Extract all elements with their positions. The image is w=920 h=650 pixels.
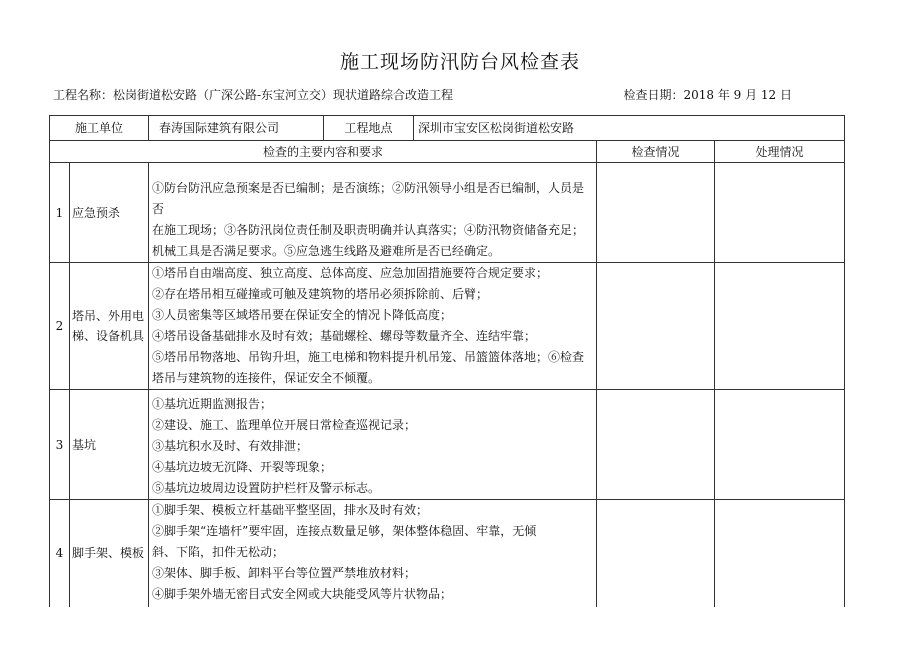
row-name: 基坑 — [70, 390, 149, 500]
content-line: ③架体、脚手板、卸料平台等位置严禁堆放材料； — [152, 566, 417, 580]
content-line: ②存在塔吊相互碰撞或可触及建筑物的塔吊必须拆除前、后臂； — [152, 287, 489, 301]
location-value: 深圳市宝安区松岗街道松安路 — [414, 116, 845, 141]
inspection-table — [49, 115, 845, 607]
table-row — [50, 163, 845, 263]
row-index: 3 — [50, 390, 70, 500]
row-index: 2 — [50, 263, 70, 390]
content-line: ④基坑边坡无沉降、开裂等现象； — [152, 460, 333, 474]
location-label: 工程地点 — [324, 116, 414, 141]
table-row — [50, 500, 845, 607]
content-line: 在施工现场；③各防汛岗位责任制及职责明确并认真落实；④防汛物资储备充足； — [152, 223, 585, 237]
project-name: 工程名称：松岗街道松安路（广深公路-东宝河立交）现状道路综合改造工程 — [53, 88, 454, 102]
row-handling — [715, 500, 845, 607]
row-status — [597, 163, 715, 263]
header-status: 检查情况 — [597, 141, 715, 163]
page-title: 施工现场防汛防台风检查表 — [339, 51, 580, 73]
row-handling — [715, 390, 845, 500]
table-row — [50, 263, 845, 390]
row-index: 4 — [50, 500, 70, 607]
row-status — [597, 500, 715, 607]
content-line: ②脚手架“连墙杆”要牢固，连接点数量足够，架体整体稳固、牢靠，无倾 — [152, 524, 537, 538]
header-handling: 处理情况 — [715, 141, 845, 163]
row-status — [597, 263, 715, 390]
header-row — [50, 141, 845, 163]
content-line: ②建设、施工、监理单位开展日常检查巡视记录； — [152, 418, 417, 432]
row-content — [149, 390, 597, 500]
row-index: 1 — [50, 163, 70, 263]
content-line: 塔吊与建筑物的连接件，保证安全不倾覆。 — [152, 371, 381, 385]
row-handling — [715, 163, 845, 263]
row-status — [597, 390, 715, 500]
info-row — [50, 116, 845, 141]
content-line: ③基坑积水及时、有效排泄； — [152, 439, 309, 453]
content-line: ①防台防汛应急预案是否已编制；是否演练；②防汛领导小组是否已编制，人员是否 — [152, 181, 585, 216]
header-content: 检查的主要内容和要求 — [50, 141, 597, 163]
content-line: ①塔吊自由端高度、独立高度、总体高度、应急加固措施要符合规定要求； — [152, 266, 549, 280]
row-name: 塔吊、外用电梯、设备机具 — [70, 263, 149, 390]
row-name: 脚手架、模板 — [70, 500, 149, 607]
row-name: 应急预杀 — [70, 163, 149, 263]
row-content — [149, 163, 597, 263]
content-line: ⑤基坑边坡周边设置防护栏杆及警示标志。 — [152, 481, 381, 495]
content-line: ③人员密集等区域塔吊要在保证安全的情况卜降低高度； — [152, 308, 453, 322]
content-line: ⑤塔吊吊物落地、吊钩升坦，施工电梯和物料提升机吊笼、吊篮篮体落地；⑥检查 — [152, 350, 585, 364]
row-content — [149, 500, 597, 607]
content-line: ④脚手架外墙无密目式安全网或大块能受风等片状物品； — [152, 587, 453, 601]
unit-label: 施工单位 — [50, 116, 149, 141]
content-line: ④塔吊设备基础排水及时有效；基础螺栓、螺母等数量齐全、连结牢靠； — [152, 329, 537, 343]
check-date: 检查日期：2018 年 9 月 12 日 — [623, 88, 792, 102]
content-line: 机械工具是否满足要求。⑤应急逃生线路及避难所是否已经确定。 — [152, 244, 501, 258]
row-handling — [715, 263, 845, 390]
row-content — [149, 263, 597, 390]
content-line: ①基坑近期监测报告； — [152, 397, 273, 411]
content-line: 斜、下陷，扣件无松动； — [152, 545, 285, 559]
content-line: ①脚手架、模板立杆基础平整坚固，排水及时有效； — [152, 503, 429, 517]
table-row — [50, 390, 845, 500]
unit-value: 春涛国际建筑有限公司 — [149, 116, 324, 141]
